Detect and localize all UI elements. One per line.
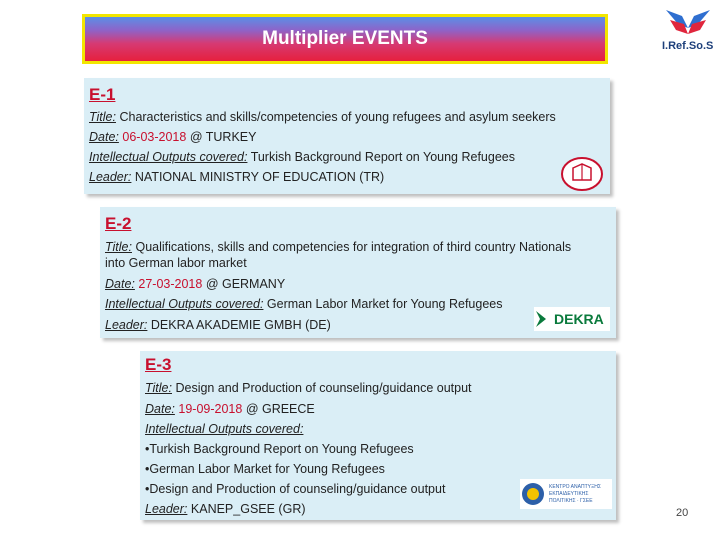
outputs-label: Intellectual Outputs covered: [105, 297, 264, 311]
list-item: •German Labor Market for Young Refugees [145, 462, 385, 476]
kanep-logo-line: ΠΟΛΙΤΙΚΗΣ · ΓΣΕΕ [549, 497, 593, 504]
event-date: 19-09-2018 [178, 402, 243, 416]
date-label: Date: [145, 402, 175, 416]
event-leader: NATIONAL MINISTRY OF EDUCATION (TR) [134, 170, 385, 184]
kanep-emblem-icon [520, 481, 546, 507]
date-label: Date: [89, 130, 119, 144]
title-label: Title: [89, 110, 116, 124]
event-title: Characteristics and skills/competencies of young refugees and asylum seekers [119, 110, 556, 124]
slide-title-banner [82, 14, 608, 64]
event-title: Design and Production of counseling/guidance output [175, 381, 472, 395]
ministry-education-logo-icon [559, 156, 605, 192]
event-place: @ GERMANY [205, 277, 286, 291]
event-leader: KANEP_GSEE (GR) [190, 502, 306, 516]
event-title-line [105, 239, 571, 255]
dekra-logo-text: DEKRA [554, 311, 604, 327]
page-number: 20 [676, 507, 689, 519]
event-outputs-line [89, 149, 515, 165]
event-leader-line [105, 317, 331, 333]
event-title-line2 [105, 255, 247, 271]
event-date-line [145, 401, 315, 417]
list-item: •Design and Production of counseling/guidance output [145, 482, 446, 496]
event-card-e3 [140, 351, 616, 520]
event-title: Qualifications, skills and competencies for integration of third country Nationals [135, 240, 572, 254]
title-label: Title: [105, 240, 132, 254]
event-leader: DEKRA AKADEMIE GMBH (DE) [150, 318, 331, 332]
event-card-e2 [100, 207, 616, 338]
kanep-gsee-logo [520, 479, 612, 509]
outputs-label: Intellectual Outputs covered: [89, 150, 248, 164]
kanep-logo-line: ΚΕΝΤΡΟ ΑΝΑΠΤΥΞΗΣ [549, 483, 601, 490]
outputs-label: Intellectual Outputs covered: [145, 422, 304, 436]
dekra-chevron-icon [534, 309, 552, 329]
event-id: E-2 [105, 214, 132, 233]
event-date-line [105, 276, 285, 292]
event-title-line [89, 109, 556, 125]
leader-label: Leader: [89, 170, 132, 184]
event-leader-line [145, 501, 306, 517]
event-place: @ TURKEY [189, 130, 257, 144]
event-date-line [89, 129, 256, 145]
event-outputs: Turkish Background Report on Young Refugees [250, 150, 515, 164]
event-date: 06-03-2018 [122, 130, 187, 144]
slide-title: Multiplier EVENTS [262, 28, 428, 49]
event-date: 27-03-2018 [138, 277, 203, 291]
event-id: E-3 [145, 355, 172, 374]
event-title-continued: into German labor market [105, 256, 247, 270]
leader-label: Leader: [105, 318, 148, 332]
dekra-logo [534, 307, 610, 331]
event-leader-line [89, 169, 384, 185]
kanep-logo-line: ΕΚΠΑΙΔΕΥΤΙΚΗΣ [549, 490, 589, 497]
kanep-logo-text [549, 484, 601, 505]
event-card-e1 [84, 78, 610, 194]
leader-label: Leader: [145, 502, 188, 516]
logo-text: I.Ref.So.S [662, 40, 714, 52]
title-label: Title: [145, 381, 172, 395]
event-outputs-line [145, 421, 303, 437]
date-label: Date: [105, 277, 135, 291]
event-id: E-1 [89, 85, 116, 104]
event-outputs: German Labor Market for Young Refugees [266, 297, 503, 311]
event-title-line [145, 380, 472, 396]
list-item: •Turkish Background Report on Young Refugees [145, 442, 414, 456]
event-outputs-line [105, 296, 502, 312]
event-place: @ GREECE [245, 402, 315, 416]
